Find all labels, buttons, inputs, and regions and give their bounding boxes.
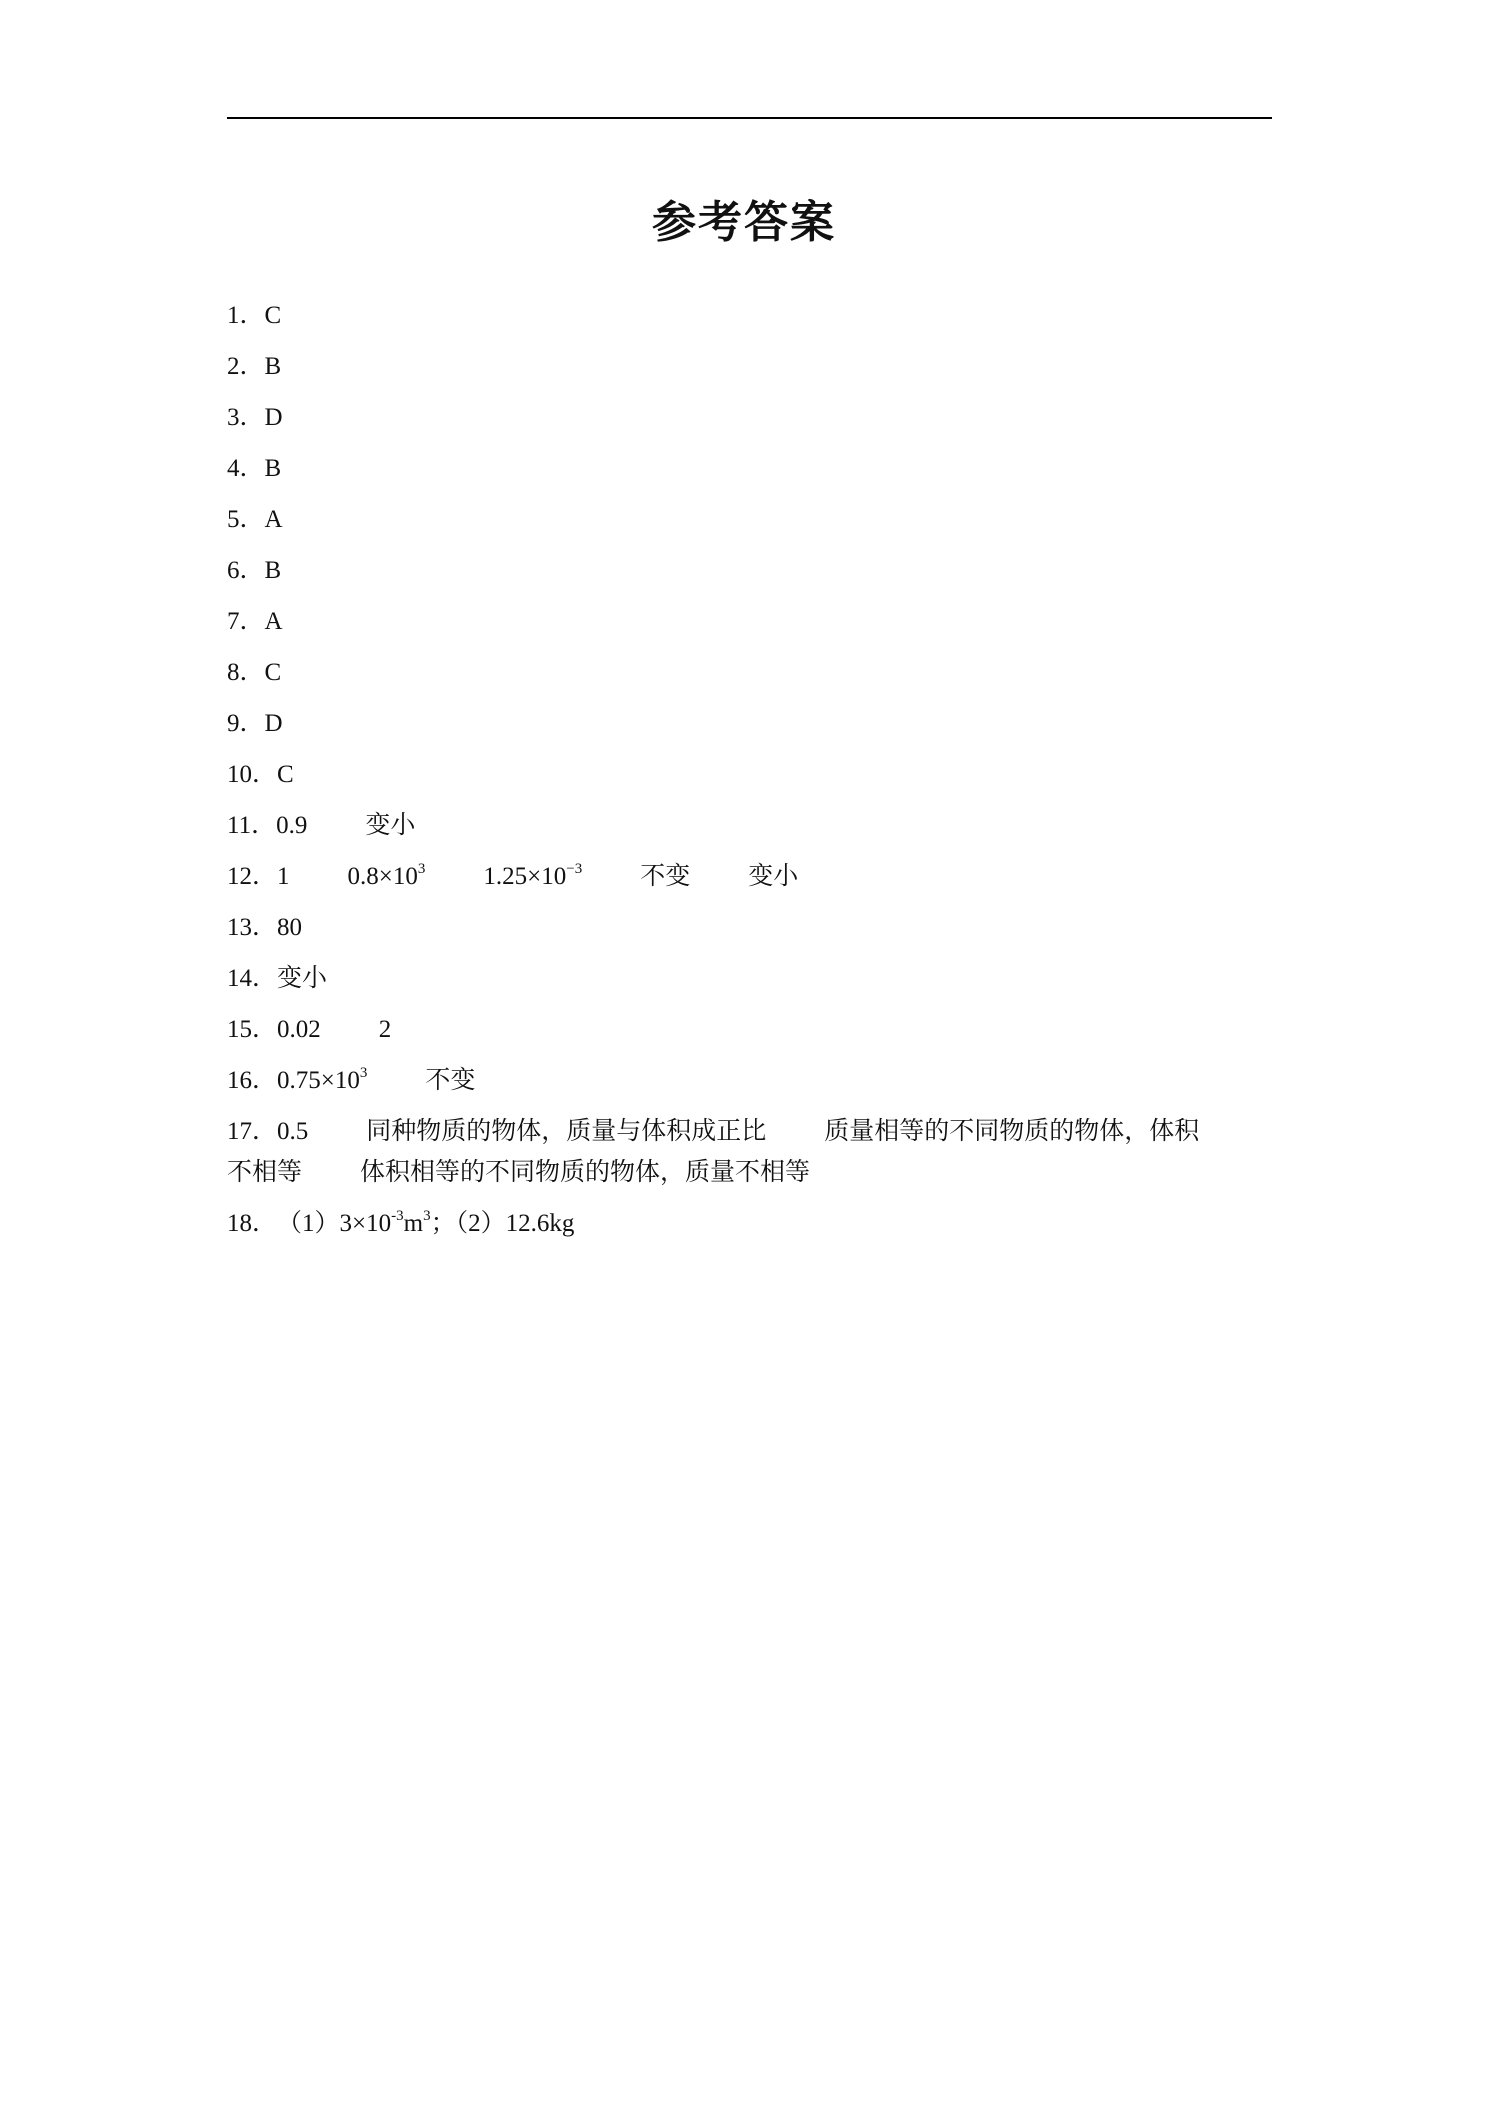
answer-number: 14． <box>227 965 278 992</box>
exponent: 3 <box>423 1207 431 1224</box>
answer-value: 1 <box>277 863 290 890</box>
answer-1 <box>227 296 1272 347</box>
answer-value: 80 <box>277 914 303 941</box>
answer-17-line-2 <box>227 1153 1272 1204</box>
answer-value: 变小 <box>277 965 328 992</box>
answer-9 <box>227 704 1272 755</box>
answer-15 <box>227 1010 1272 1061</box>
exponent: 3 <box>359 1064 368 1081</box>
answer-value-base: 0.75×10 <box>277 1067 360 1094</box>
answer-value: 不变 <box>425 1067 476 1094</box>
answer-number: 5． <box>227 506 265 533</box>
answer-number: 18． <box>227 1210 278 1237</box>
answer-number: 17． <box>227 1118 278 1145</box>
answer-number: 13． <box>227 914 278 941</box>
answer-number: 7． <box>227 608 265 635</box>
answer-value: B <box>264 557 282 584</box>
answer-10 <box>227 755 1272 806</box>
answer-value: 质量相等的不同物质的物体，体积 <box>824 1118 1200 1145</box>
answer-value: 0.9 <box>276 812 308 839</box>
unit: m <box>403 1210 424 1237</box>
answer-value: C <box>277 761 294 788</box>
answer-value-base: 1.25×10 <box>483 863 567 890</box>
answer-value-base: （1）3×10 <box>277 1210 392 1237</box>
answer-2 <box>227 347 1272 398</box>
header-rule <box>227 117 1272 119</box>
answer-6 <box>227 551 1272 602</box>
answer-number: 9． <box>227 710 265 737</box>
answer-value-rest: ；（2）12.6kg <box>430 1210 575 1237</box>
answer-value: B <box>264 353 282 380</box>
answer-12 <box>227 857 1272 908</box>
answer-list <box>227 296 1272 1255</box>
answer-value: 体积相等的不同物质的物体，质量不相等 <box>360 1159 811 1186</box>
answer-value: 0.02 <box>277 1016 321 1043</box>
answer-number: 1． <box>227 302 265 329</box>
answer-value <box>483 857 582 897</box>
answer-11 <box>227 806 1272 857</box>
answer-number: 3． <box>227 404 265 431</box>
answer-number: 11． <box>227 812 277 839</box>
answer-5 <box>227 500 1272 551</box>
answer-value: C <box>264 302 282 329</box>
answer-4 <box>227 449 1272 500</box>
answer-7 <box>227 602 1272 653</box>
answer-value: C <box>264 659 282 686</box>
answer-value <box>348 857 426 897</box>
answer-14 <box>227 959 1272 1010</box>
answer-value <box>277 1061 367 1101</box>
answer-value: 0.5 <box>277 1118 309 1145</box>
answer-value: 同种物质的物体，质量与体积成正比 <box>366 1118 767 1145</box>
answer-17 <box>227 1112 1272 1204</box>
answer-number: 2． <box>227 353 265 380</box>
answer-8 <box>227 653 1272 704</box>
answer-value: 2 <box>378 1016 392 1043</box>
answer-number: 15． <box>227 1016 278 1043</box>
answer-value: A <box>264 608 283 635</box>
answer-18 <box>227 1204 1272 1255</box>
answer-number: 6． <box>227 557 265 584</box>
answer-value: 不变 <box>640 863 691 890</box>
answer-17-line-1 <box>227 1112 1272 1153</box>
answer-13 <box>227 908 1272 959</box>
answer-value: 变小 <box>748 863 799 890</box>
answer-number: 16． <box>227 1067 278 1094</box>
answer-value: A <box>264 506 283 533</box>
answer-number: 4． <box>227 455 265 482</box>
answer-number: 10． <box>227 761 278 788</box>
answer-value: B <box>264 455 282 482</box>
answer-value: 不相等 <box>227 1159 303 1186</box>
answer-value: D <box>264 710 283 737</box>
answer-value-base: 0.8×10 <box>347 863 418 890</box>
answer-number: 12． <box>227 863 278 890</box>
answer-value: 变小 <box>365 812 416 839</box>
answer-3 <box>227 398 1272 449</box>
answer-value: D <box>264 404 283 431</box>
answer-number: 8． <box>227 659 265 686</box>
exponent: −3 <box>566 860 583 877</box>
answer-value <box>277 1204 574 1244</box>
exponent: 3 <box>417 860 426 877</box>
answer-16 <box>227 1061 1272 1112</box>
exponent: -3 <box>391 1207 404 1224</box>
page-title: 参考答案 <box>652 197 836 248</box>
